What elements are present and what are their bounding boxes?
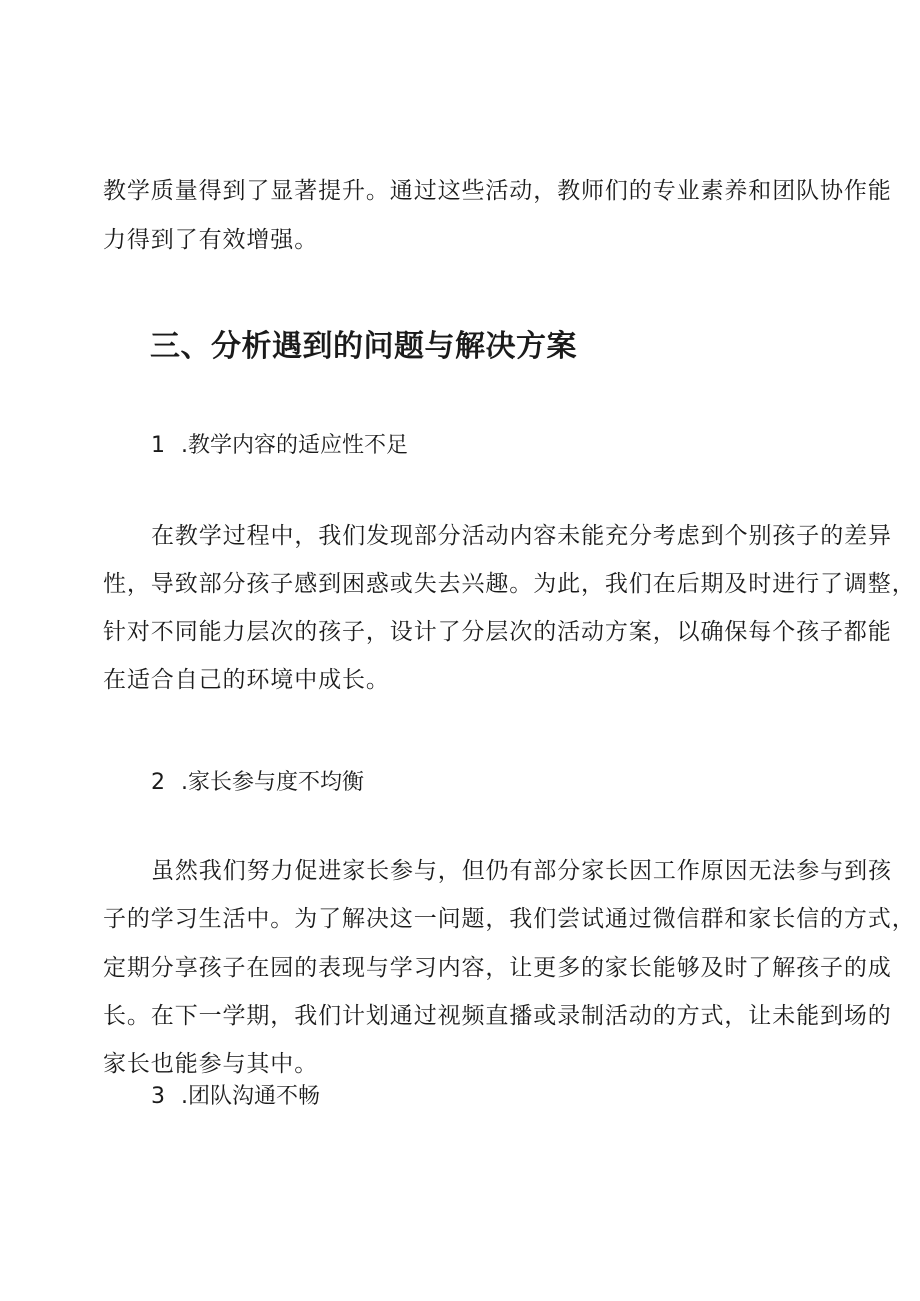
issue-2-heading bbox=[151, 768, 364, 798]
issue-3-number: 3 bbox=[151, 1084, 165, 1109]
issue-1-title: .教学内容的适应性不足 bbox=[181, 433, 408, 458]
issue-3-heading bbox=[151, 1082, 320, 1112]
issue-2-title: .家长参与度不均衡 bbox=[181, 770, 364, 795]
intro-line-1: 教学质量得到了显著提升。通过这些活动，教师们的专业素养和团队协作能 bbox=[103, 178, 892, 204]
issue-2-line-5: 家长也能参与其中。 bbox=[103, 1051, 319, 1077]
issue-1-line-2: 性，导致部分孩子感到困惑或失去兴趣。为此，我们在后期及时进行了调整， bbox=[103, 571, 916, 597]
issue-2-line-1: 虽然我们努力促进家长参与，但仍有部分家长因工作原因无法参与到孩 bbox=[151, 858, 892, 884]
issue-1-number: 1 bbox=[151, 433, 165, 458]
issue-2-line-4: 长。在下一学期，我们计划通过视频直播或录制活动的方式，让未能到场的 bbox=[103, 1003, 892, 1029]
issue-1-line-4: 在适合自己的环境中成长。 bbox=[103, 667, 390, 693]
issue-1-heading bbox=[151, 431, 408, 461]
issue-2-line-3: 定期分享孩子在园的表现与学习内容，让更多的家长能够及时了解孩子的成 bbox=[103, 955, 892, 981]
issue-1-line-3: 针对不同能力层次的孩子，设计了分层次的活动方案，以确保每个孩子都能 bbox=[103, 619, 892, 645]
section-heading: 三、分析遇到的问题与解决方案 bbox=[150, 329, 577, 364]
intro-line-2: 力得到了有效增强。 bbox=[103, 227, 319, 253]
issue-1-line-1: 在教学过程中，我们发现部分活动内容未能充分考虑到个别孩子的差异 bbox=[151, 523, 892, 549]
issue-2-line-2: 子的学习生活中。为了解决这一问题，我们尝试通过微信群和家长信的方式， bbox=[103, 906, 916, 932]
issue-2-number: 2 bbox=[151, 770, 165, 795]
issue-3-title: .团队沟通不畅 bbox=[181, 1084, 320, 1109]
